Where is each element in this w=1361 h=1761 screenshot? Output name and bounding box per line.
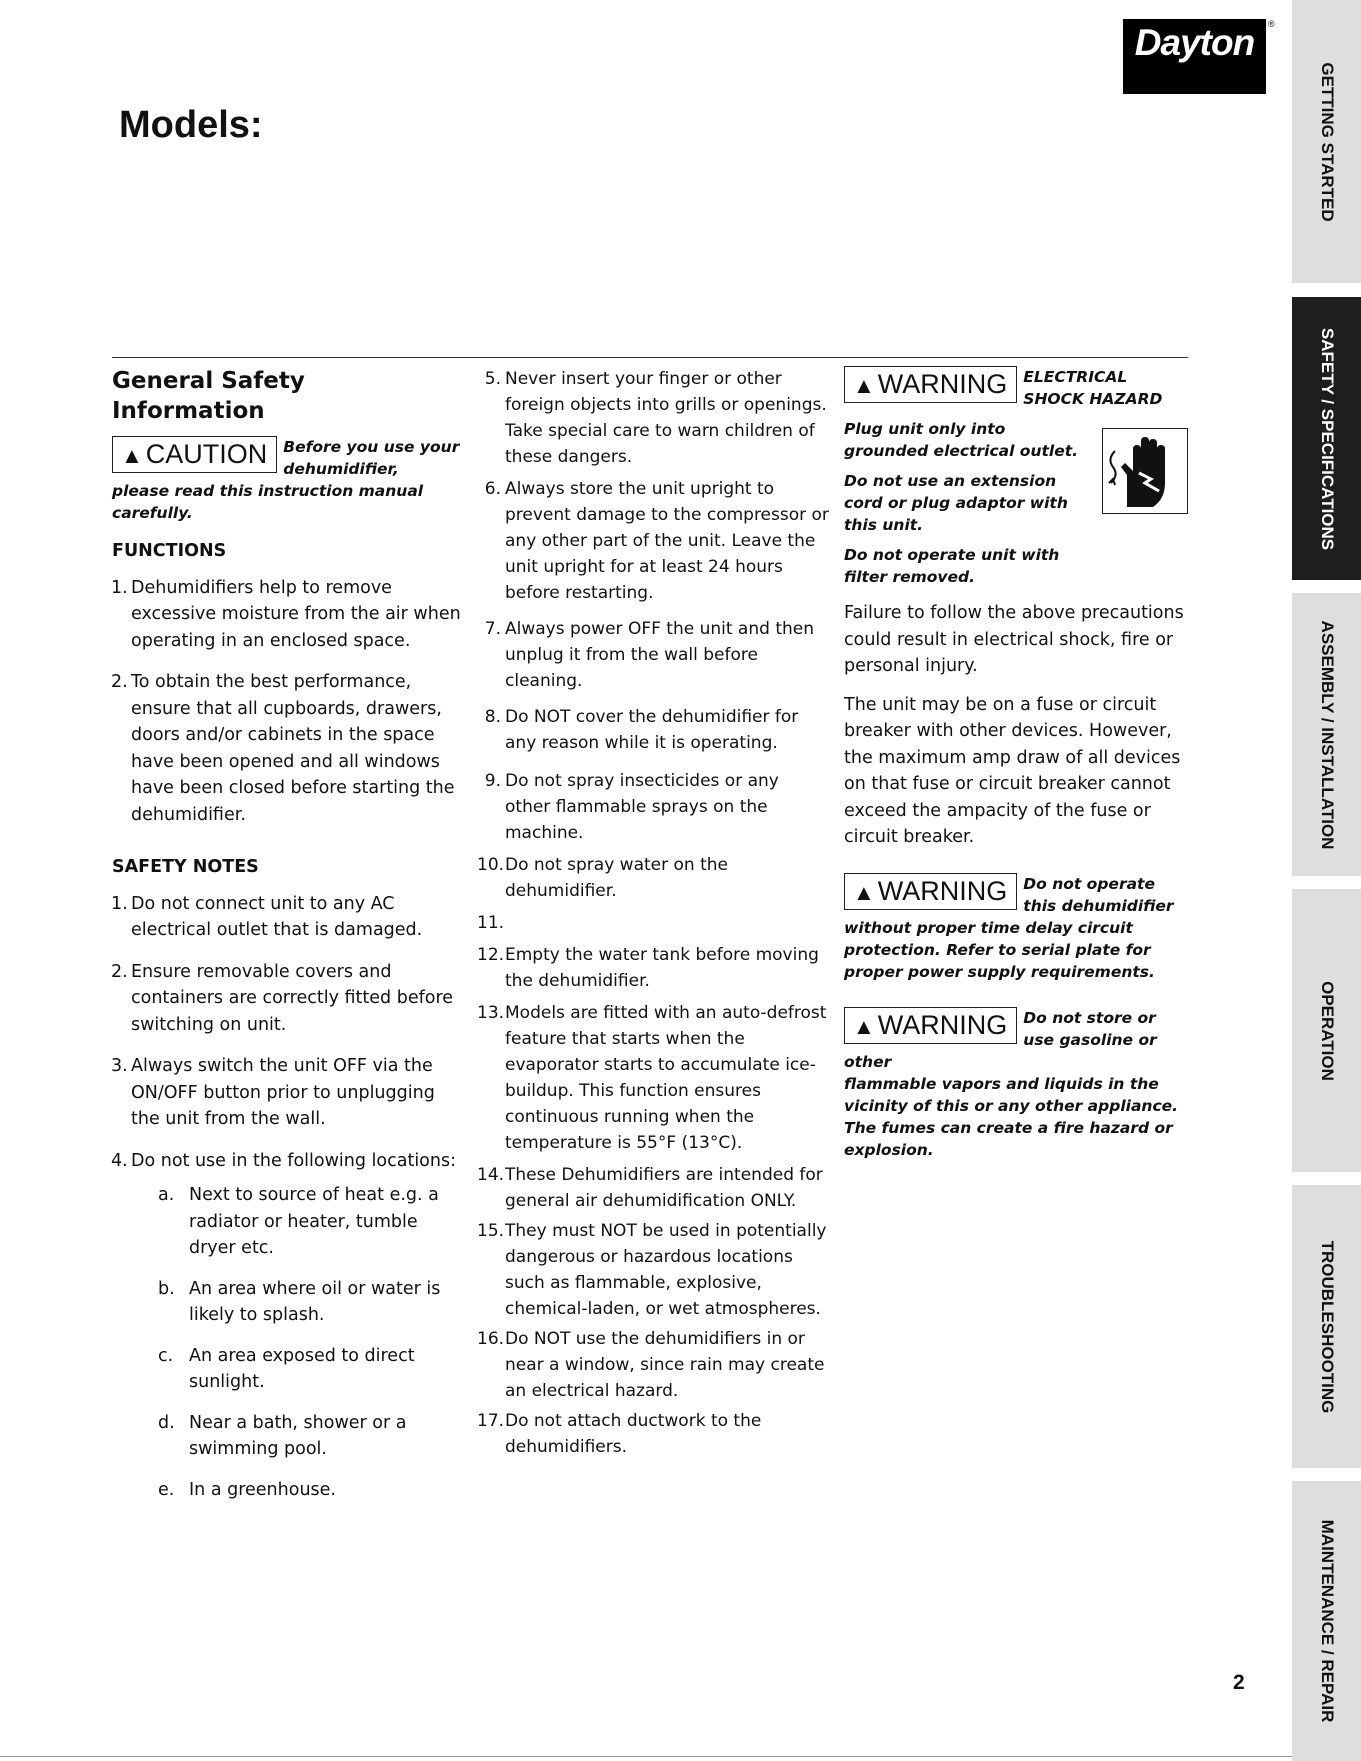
caution-head: Before you use your dehumidifier, [283,438,460,478]
tab-troubleshooting[interactable] [1292,1185,1361,1468]
column-general-safety [112,366,464,1518]
warning-triangle-icon: ▲ [121,443,143,468]
item-text: They must NOT be used in potentially dangerous or hazardous locations such as flammable, explosive, chemical-laden, or wet atmospheres. [505,1221,827,1319]
item-number: 5. [484,369,501,389]
item-text: Near a bath, shower or a swimming pool. [189,1412,407,1459]
item-text: In a greenhouse. [189,1479,336,1500]
list-item [477,942,829,994]
column-safety-items [477,366,829,1464]
failure-paragraph: Failure to follow the above precautions could result in electrical shock, fire or personal injury. [844,603,1184,676]
item-number: 4. [111,1150,128,1171]
brand-logo [1123,19,1266,94]
functions-list [112,575,464,829]
list-item [477,768,829,846]
list-item [477,366,829,470]
item-number: 2. [111,961,128,982]
electrical-shock-warning [844,366,1184,588]
list-item [131,1343,464,1396]
header-divider [112,357,1188,358]
list-item [477,704,829,756]
warning-line: Plug unit only into grounded electrical outlet. [844,420,1079,460]
column-warnings [844,366,1184,1161]
warning-badge-label: WARNING [877,369,1008,399]
item-number: 8. [484,707,501,727]
list-item [112,1053,464,1133]
list-item [112,575,464,655]
warning-triangle-icon: ▲ [853,1013,875,1039]
warning-triangle-icon: ▲ [853,373,875,398]
footer-divider [0,1756,1292,1757]
item-text: Always power OFF the unit and then unplug it from the wall before cleaning. [505,619,814,691]
warning-badge [844,873,1017,910]
item-number: 12. [477,945,505,965]
list-item [131,1276,464,1329]
item-text: An area exposed to direct sunlight. [189,1345,415,1392]
tab-label: TROUBLESHOOTING [1317,1240,1337,1413]
item-text: Ensure removable covers and containers are correctly fitted before switching on unit. [131,961,454,1035]
tab-label: OPERATION [1317,980,1337,1081]
tab-label: ASSEMBLY / INSTALLATION [1317,620,1337,849]
item-text: Models are fitted with an auto-defrost feature that starts when the evaporator starts to accumulate ice-buildup. This function ensures continuous running when the temperature is 55°F (13°C). [505,1003,827,1153]
item-text: Dehumidifiers help to remove excessive moisture from the air when operating in an enclosed space. [131,577,461,651]
tab-label: MAINTENANCE / REPAIR [1317,1519,1337,1723]
warning-badge [844,1007,1017,1044]
list-item [131,1410,464,1463]
tab-operation[interactable] [1292,889,1361,1172]
item-number: 11. [477,913,505,933]
list-item [477,1000,829,1156]
registered-mark: ® [1268,19,1275,29]
list-item [112,959,464,1039]
item-text: Do not attach ductwork to the dehumidifiers. [505,1411,762,1457]
tab-getting-started[interactable] [1292,0,1361,283]
caution-notice [112,436,464,524]
caution-tail: please read this instruction manual carefully. [112,482,424,522]
item-text: Do not use in the following locations: [131,1150,456,1171]
item-text: Never insert your finger or other foreign objects into grills or openings. Take special care to warn children of these dangers. [505,369,827,467]
item-number: 2. [111,672,128,692]
brand-logo-text: Dayton [1134,22,1255,63]
item-text: Always switch the unit OFF via the ON/OFF button prior to unplugging the unit from the wall. [131,1056,435,1129]
warning-badge-label: WARNING [877,875,1008,906]
warning-triangle-icon: ▲ [853,879,875,905]
list-item [131,1477,464,1504]
safety-notes-list [112,891,464,1504]
warning-header [844,366,1184,410]
caution-badge-label: CAUTION [145,439,268,469]
warning-head: Do not operate this dehumidifier [1023,874,1174,915]
item-letter: a. [158,1185,175,1205]
item-number: 16. [477,1329,505,1349]
item-number: 15. [477,1221,505,1241]
fuse-paragraph: The unit may be on a fuse or circuit breaker with other devices. However, the maximum amp draw of all devices on that fuse or circuit breaker cannot exceed the ampacity of the fuse or circuit breaker. [844,694,1181,847]
item-number: 13. [477,1003,505,1023]
warning-line: Do not operate unit with filter removed. [844,546,1060,586]
item-letter: c. [158,1345,174,1366]
list-item [477,616,829,694]
warning-tail: without proper time delay circuit protection. Refer to serial plate for proper power supply requirements. [844,918,1155,981]
list-item [112,1148,464,1504]
item-text: Do NOT cover the dehumidifier for any reason while it is operating. [505,707,799,753]
item-text: An area where oil or water is likely to splash. [189,1278,441,1325]
list-item [477,1162,829,1214]
item-text: Next to source of heat e.g. a radiator or heater, tumble dryer etc. [189,1185,439,1258]
warning-head: ELECTRICAL SHOCK HAZARD [1023,368,1163,408]
list-item [477,852,829,904]
item-text: Empty the water tank before moving the dehumidifier. [505,945,819,991]
item-number: 14. [477,1165,505,1185]
time-delay-warning [844,873,1184,983]
item-letter: e. [158,1479,175,1500]
section-tabs [1292,0,1361,1761]
section-title: General Safety Information [112,368,305,424]
tab-label: SAFETY / SPECIFICATIONS [1317,327,1337,550]
list-item [112,669,464,828]
item-number: 3. [111,1056,128,1076]
safety-items-list [477,366,829,1460]
item-text: Do not spray water on the dehumidifier. [505,855,728,901]
warning-badge [844,366,1017,403]
list-item [131,1182,464,1262]
item-text: Do not connect unit to any AC electrical outlet that is damaged. [131,893,423,940]
item-text: To obtain the best performance, ensure that all cupboards, drawers, doors and/or cabinets in the space have been opened and all windows have been closed before starting the dehumidifier. [131,672,455,825]
item-text: These Dehumidifiers are intended for general air dehumidification ONLY. [505,1165,823,1211]
item-number: 9. [484,771,501,791]
list-item [477,1218,829,1322]
tab-label: GETTING STARTED [1317,61,1337,222]
item-letter: d. [158,1412,175,1433]
list-item [477,476,829,606]
tab-assembly-installation[interactable] [1292,593,1361,876]
tab-safety-specifications[interactable] [1292,297,1361,580]
safety-notes-heading: SAFETY NOTES [112,857,259,877]
warning-badge-label: WARNING [877,1009,1008,1040]
warning-line: Do not use an extension cord or plug adaptor with this unit. [844,472,1068,534]
item-number: 10. [477,855,505,875]
item-text: Always store the unit upright to prevent damage to the compressor or any other part of the unit. Leave the unit upright for at least 24 hours before restarting. [505,479,829,603]
flammable-warning [844,1007,1184,1161]
item-number: 6. [484,479,501,499]
list-item [477,1326,829,1404]
item-letter: b. [158,1278,175,1299]
caution-badge [112,436,277,473]
list-item [477,910,829,936]
item-number: 7. [484,619,501,639]
warning-tail: flammable vapors and liquids in the vicinity of this or any other appliance. The fumes can create a fire hazard or explosion. [844,1074,1179,1159]
page-number: 2 [1233,1671,1245,1694]
list-item [477,1408,829,1460]
functions-heading: FUNCTIONS [112,541,227,561]
item-number: 1. [111,577,128,598]
item-number: 1. [111,893,128,914]
item-number: 17. [477,1411,505,1431]
locations-list [131,1182,464,1503]
electric-shock-hand-icon [1102,428,1188,514]
warning-head: Do not store or use gasoline or other [844,1008,1157,1071]
item-text: Do not spray insecticides or any other flammable sprays on the machine. [505,771,779,843]
item-text: Do NOT use the dehumidifiers in or near a window, since rain may create an electrical hazard. [505,1329,825,1401]
list-item [112,891,464,944]
tab-maintenance-repair[interactable] [1292,1481,1361,1761]
models-title: Models: [119,104,263,146]
